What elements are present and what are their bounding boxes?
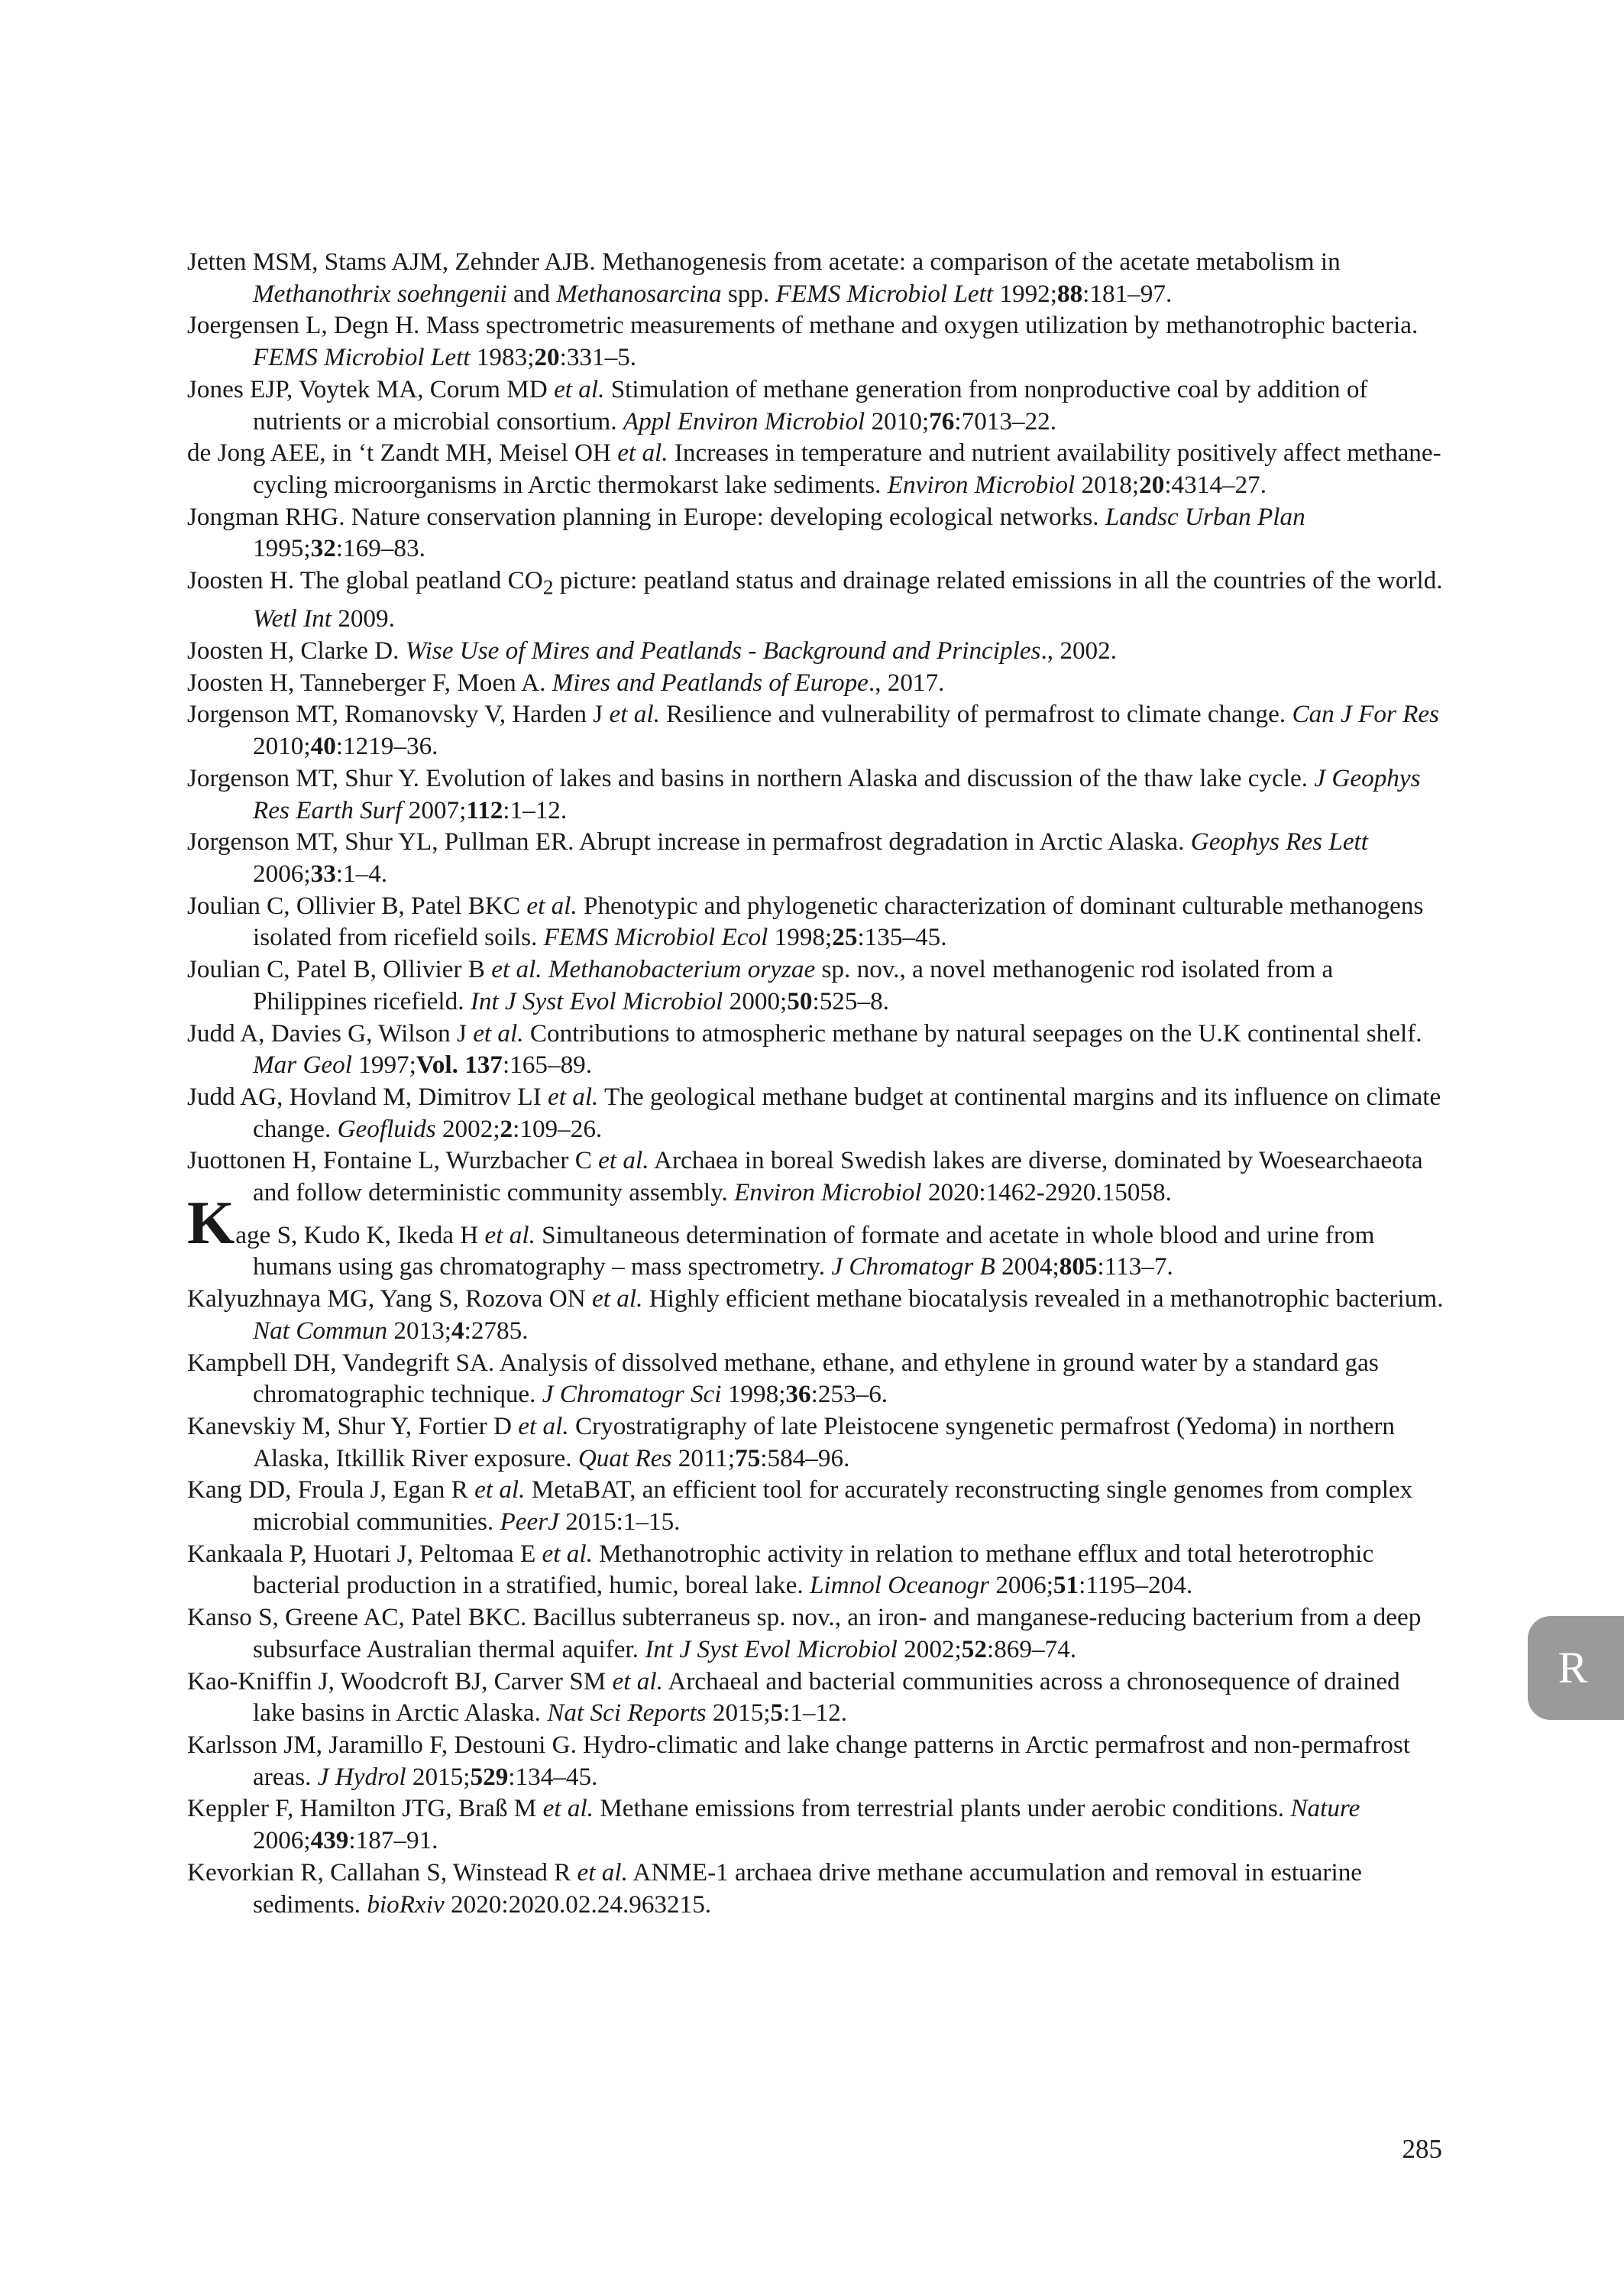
reference-text: 2006; (989, 1571, 1053, 1600)
section-tab[interactable]: R (1528, 1616, 1624, 1720)
reference-text: and (506, 279, 557, 308)
reference-text: ., 2017. (868, 668, 945, 697)
reference-text: :165–89. (502, 1051, 593, 1080)
reference-entry (187, 1538, 1448, 1602)
italic-text: Appl Environ Microbiol (623, 406, 865, 436)
reference-text: 2004; (995, 1252, 1059, 1281)
reference-entry (187, 1018, 1448, 1081)
reference-text: 2002; (435, 1114, 500, 1143)
reference-text: Increases in temperature and nutrient availability positively affect methane-cycling microorganisms in Arctic thermokarst lake sediments. (253, 439, 1441, 499)
volume-number: 20 (1139, 470, 1165, 499)
reference-text: :134–45. (508, 1762, 598, 1791)
reference-entry (187, 1793, 1448, 1856)
reference-text: Kanso S, Greene AC, Patel BKC. Bacillus subterraneus sp. nov., an iron- and manganese-reducing bacterium from a deep subsurface Australian thermal aquifer. (187, 1603, 1422, 1663)
reference-text: Kao-Kniffin J, Woodcroft BJ, Carver SM (187, 1666, 613, 1695)
volume-number: 4 (451, 1316, 464, 1345)
italic-text: Geofluids (337, 1114, 436, 1143)
reference-entry (187, 1729, 1448, 1793)
reference-entry (187, 1410, 1448, 1474)
reference-text: 2015:1–15. (558, 1508, 681, 1537)
italic-text: et al. (491, 955, 542, 984)
reference-text: 2002; (897, 1634, 962, 1663)
reference-text: 2006; (253, 1826, 311, 1855)
italic-text: et al. (612, 1666, 663, 1695)
reference-text: 1992; (993, 279, 1057, 308)
reference-entry (187, 374, 1448, 437)
italic-text: Geophys Res Lett (1190, 827, 1368, 857)
italic-text: Wise Use of Mires and Peatlands - Background and Principles (405, 636, 1041, 666)
volume-number: Vol. 137 (416, 1051, 503, 1080)
reference-text: :4314–27. (1164, 470, 1267, 499)
reference-entry (187, 246, 1448, 309)
reference-text: ANME-1 archaea drive methane accumulation and removal in estuarine sediments. (253, 1857, 1363, 1919)
volume-number: 76 (929, 406, 955, 436)
reference-text: Contributions to atmospheric methane by natural seepages on the U.K continental shelf. (523, 1019, 1422, 1048)
reference-text: Jorgenson MT, Romanovsky V, Harden J (187, 700, 610, 729)
reference-entry (187, 1283, 1448, 1346)
reference-entry (187, 1347, 1448, 1410)
italic-text: J Chromatogr B (831, 1252, 995, 1281)
reference-entry (187, 1857, 1448, 1920)
volume-number: 805 (1059, 1252, 1098, 1281)
reference-text: Joosten H, Tanneberger F, Moen A. (187, 668, 552, 697)
reference-text: Phenotypic and phylogenetic characterization of dominant culturable methanogens isolated from ricefield soils. (253, 891, 1424, 952)
italic-text: Quat Res (577, 1443, 672, 1472)
reference-text: sp. nov., a novel methanogenic rod isolated from a Philippines ricefield. (253, 955, 1334, 1015)
italic-text: et al. (474, 1475, 526, 1504)
reference-text: :187–91. (348, 1826, 438, 1855)
reference-list (187, 246, 1448, 1920)
reference-entry (187, 1081, 1448, 1145)
reference-text: 2010; (865, 406, 930, 436)
reference-text: :1–12. (503, 795, 568, 824)
italic-text: Methanosarcina (556, 279, 722, 308)
reference-text: :7013–22. (954, 406, 1057, 436)
italic-text: FEMS Microbiol Lett (253, 343, 471, 372)
italic-text: et al. (609, 700, 660, 729)
reference-text: :1195–204. (1079, 1571, 1193, 1600)
reference-text: Methanotrophic activity in relation to methane efflux and total heterotrophic bacterial production in a stratified, humic, boreal lake. (253, 1539, 1374, 1600)
reference-text: Judd A, Davies G, Wilson J (187, 1019, 474, 1048)
reference-text: 2020:2020.02.24.963215. (444, 1890, 712, 1919)
volume-number: 50 (787, 986, 813, 1015)
italic-text: et al. (592, 1284, 643, 1313)
italic-text: J Chromatogr Sci (542, 1380, 722, 1409)
reference-text: 2015; (706, 1699, 771, 1728)
reference-text: 2007; (402, 795, 467, 824)
italic-text: et al. (473, 1019, 524, 1048)
reference-text: Joosten H. The global peatland CO (187, 566, 543, 595)
italic-text: Int J Syst Evol Microbiol (470, 986, 723, 1015)
reference-text: :169–83. (335, 534, 425, 563)
subscript-text: 2 (542, 575, 554, 599)
reference-text: Jorgenson MT, Shur YL, Pullman ER. Abrupt increase in permafrost degradation in Arctic Alaska. (187, 827, 1191, 857)
reference-entry (187, 309, 1448, 373)
italic-text: bioRxiv (367, 1890, 445, 1919)
reference-text: 1983; (470, 343, 535, 372)
reference-text: Kanevskiy M, Shur Y, Fortier D (187, 1411, 519, 1440)
reference-text: Archaeal and bacterial communities across a chronosequence of drained lake basins in Arctic Alaska. (253, 1666, 1400, 1728)
italic-text: et al. (617, 439, 668, 468)
volume-number: 88 (1056, 279, 1083, 308)
reference-text: 2015; (406, 1762, 471, 1791)
reference-text: Kankaala P, Huotari J, Peltomaa E (187, 1539, 542, 1568)
reference-text: picture: peatland status and drainage related emissions in all the countries of the world. (553, 566, 1443, 595)
reference-text: Juottonen H, Fontaine L, Wurzbacher C (187, 1146, 599, 1175)
volume-number: 32 (310, 534, 336, 563)
italic-text: et al. (542, 1539, 593, 1568)
reference-text: :1–12. (783, 1699, 848, 1728)
reference-entry (187, 1666, 1448, 1729)
reference-text: ., 2002. (1040, 636, 1118, 666)
volume-number: 40 (310, 732, 336, 761)
reference-text: Stimulation of methane generation from nonproductive coal by addition of nutrients or a microbial consortium. (253, 374, 1368, 436)
reference-text: Jorgenson MT, Shur Y. Evolution of lakes and basins in northern Alaska and discussion of the thaw lake cycle. (187, 763, 1315, 792)
reference-text: 1998; (721, 1380, 786, 1409)
reference-text: 2020:1462-2920.15058. (921, 1178, 1172, 1207)
reference-text: Kalyuzhnaya MG, Yang S, Rozova ON (187, 1284, 593, 1313)
reference-text: :584–96. (760, 1443, 850, 1472)
reference-text: :181–97. (1082, 279, 1173, 308)
volume-number: 439 (310, 1826, 349, 1855)
italic-text: Can J For Res (1292, 700, 1440, 729)
reference-text: Joulian C, Ollivier B, Patel BKC (187, 891, 527, 920)
italic-text: et al. (484, 1220, 535, 1249)
italic-text: et al. (598, 1146, 649, 1175)
reference-text: Resilience and vulnerability of permafrost to climate change. (659, 700, 1292, 729)
volume-number: 33 (310, 860, 336, 888)
reference-entry (187, 635, 1448, 667)
reference-text: :135–45. (857, 923, 947, 952)
reference-text: 1995; (253, 534, 311, 563)
reference-text: Jetten MSM, Stams AJM, Zehnder AJB. Methanogenesis from acetate: a comparison of the acetate metabolism in (187, 248, 1341, 276)
reference-text: :1219–36. (335, 732, 438, 761)
reference-text: Jongman RHG. Nature conservation planning in Europe: developing ecological networks. (187, 502, 1105, 531)
reference-text: Highly efficient methane biocatalysis revealed in a methanotrophic bacterium. (642, 1284, 1444, 1313)
reference-text: :869–74. (986, 1634, 1077, 1663)
reference-text: 1997; (351, 1051, 416, 1080)
volume-number: 529 (470, 1762, 509, 1791)
reference-text: spp. (721, 279, 776, 308)
reference-entry (187, 763, 1448, 826)
reference-text: Karlsson JM, Jaramillo F, Destouni G. Hydro-climatic and lake change patterns in Arctic permafrost and non-permafrost areas. (187, 1730, 1410, 1791)
reference-text: 2006; (253, 860, 311, 888)
italic-text: J Hydrol (317, 1762, 406, 1791)
italic-text: Landsc Urban Plan (1105, 502, 1305, 531)
italic-text: et al. (542, 1794, 594, 1823)
reference-entry (187, 890, 1448, 954)
reference-text: :109–26. (513, 1114, 603, 1143)
italic-text: Int J Syst Evol Microbiol (645, 1634, 898, 1663)
reference-text: :2785. (464, 1316, 529, 1345)
reference-text: Kampbell DH, Vandegrift SA. Analysis of dissolved methane, ethane, and ethylene in ground water by a standard gas chromatographic technique. (187, 1348, 1379, 1409)
reference-text: 2009. (331, 604, 395, 633)
reference-text: :331–5. (559, 343, 637, 372)
italic-text: et al. (547, 1082, 599, 1111)
italic-text: Environ Microbiol (887, 470, 1076, 499)
italic-text: Mires and Peatlands of Europe (552, 668, 869, 697)
reference-text: Jones EJP, Voytek MA, Corum MD (187, 374, 555, 403)
volume-number: 25 (832, 923, 858, 952)
italic-text: et al. (526, 891, 577, 920)
volume-number: 5 (770, 1699, 784, 1728)
volume-number: 36 (785, 1380, 811, 1409)
reference-text: Judd AG, Hovland M, Dimitrov LI (187, 1082, 548, 1111)
reference-entry (187, 1145, 1448, 1208)
volume-number: 112 (466, 795, 503, 824)
reference-text: Methane emissions from terrestrial plants under aerobic conditions. (593, 1794, 1291, 1823)
reference-text: Joulian C, Patel B, Ollivier B (187, 955, 492, 984)
reference-entry (187, 1474, 1448, 1537)
italic-text: Wetl Int (253, 604, 332, 633)
reference-entry (187, 1602, 1448, 1665)
italic-text: FEMS Microbiol Lett (775, 279, 994, 308)
reference-text: 2010; (253, 732, 311, 761)
volume-number: 20 (534, 343, 560, 372)
reference-entry (187, 437, 1448, 500)
italic-text: et al. (518, 1411, 569, 1440)
italic-text: PeerJ (500, 1508, 559, 1537)
reference-text: Simultaneous determination of formate and acetate in whole blood and urine from humans using gas chromatography – mass spectrometry. (253, 1220, 1375, 1281)
page-number: 285 (1402, 2134, 1442, 2164)
italic-text: Mar Geol (253, 1051, 352, 1080)
reference-text (542, 955, 548, 983)
italic-text: J Geophys Res Earth Surf (253, 763, 1421, 824)
italic-text: Nat Commun (253, 1316, 388, 1345)
reference-text: 2011; (671, 1443, 736, 1472)
italic-text: Methanothrix soehngenii (253, 279, 507, 308)
reference-text: :253–6. (810, 1380, 888, 1409)
reference-text: Keppler F, Hamilton JTG, Braß M (187, 1794, 543, 1823)
italic-text: et al. (577, 1857, 628, 1887)
italic-text: FEMS Microbiol Ecol (543, 923, 768, 952)
italic-text: Nat Sci Reports (547, 1699, 707, 1728)
reference-text: Archaea in boreal Swedish lakes are diverse, dominated by Woesearchaeota and follow deterministic community assembly. (253, 1146, 1423, 1207)
reference-text: Joergensen L, Degn H. Mass spectrometric measurements of methane and oxygen utilization by methanotrophic bacteria. (187, 311, 1419, 340)
reference-entry (187, 501, 1448, 565)
reference-text: Cryostratigraphy of late Pleistocene syngenetic permafrost (Yedoma) in northern Alaska, Itkillik River exposure. (253, 1411, 1396, 1472)
italic-text: Nature (1290, 1794, 1360, 1823)
italic-text: Methanobacterium oryzae (548, 955, 816, 984)
italic-text: et al. (554, 374, 605, 403)
reference-text: 2018; (1075, 470, 1140, 499)
reference-text: 1998; (768, 923, 833, 952)
reference-text: 2000; (723, 986, 788, 1015)
reference-text: MetaBAT, an efficient tool for accurately reconstructing single genomes from complex microbial communities. (253, 1475, 1413, 1537)
reference-text: The geological methane budget at continental margins and its influence on climate change. (253, 1082, 1441, 1143)
reference-text: Kevorkian R, Callahan S, Winstead R (187, 1857, 577, 1887)
reference-entry (187, 826, 1448, 889)
reference-text: de Jong AEE, in ‘t Zandt MH, Meisel OH (187, 439, 618, 468)
reference-text: Kang DD, Froula J, Egan R (187, 1475, 475, 1504)
italic-text: Limnol Oceanogr (809, 1571, 990, 1600)
drop-cap: K (187, 1189, 235, 1257)
reference-text: :1–4. (335, 860, 388, 888)
reference-text: Joosten H, Clarke D. (187, 636, 406, 666)
reference-text: :525–8. (812, 986, 889, 1015)
reference-entry (187, 667, 1448, 699)
reference-entry (187, 565, 1448, 635)
reference-text: 2013; (387, 1316, 452, 1345)
volume-number: 2 (500, 1114, 513, 1143)
reference-entry (187, 954, 1448, 1017)
reference-text: :113–7. (1097, 1252, 1173, 1281)
volume-number: 52 (961, 1634, 987, 1663)
italic-text: Environ Microbiol (734, 1178, 922, 1207)
reference-text: age S, Kudo K, Ikeda H (235, 1220, 485, 1249)
volume-number: 75 (735, 1443, 761, 1472)
reference-entry (187, 698, 1448, 762)
volume-number: 51 (1053, 1571, 1079, 1600)
